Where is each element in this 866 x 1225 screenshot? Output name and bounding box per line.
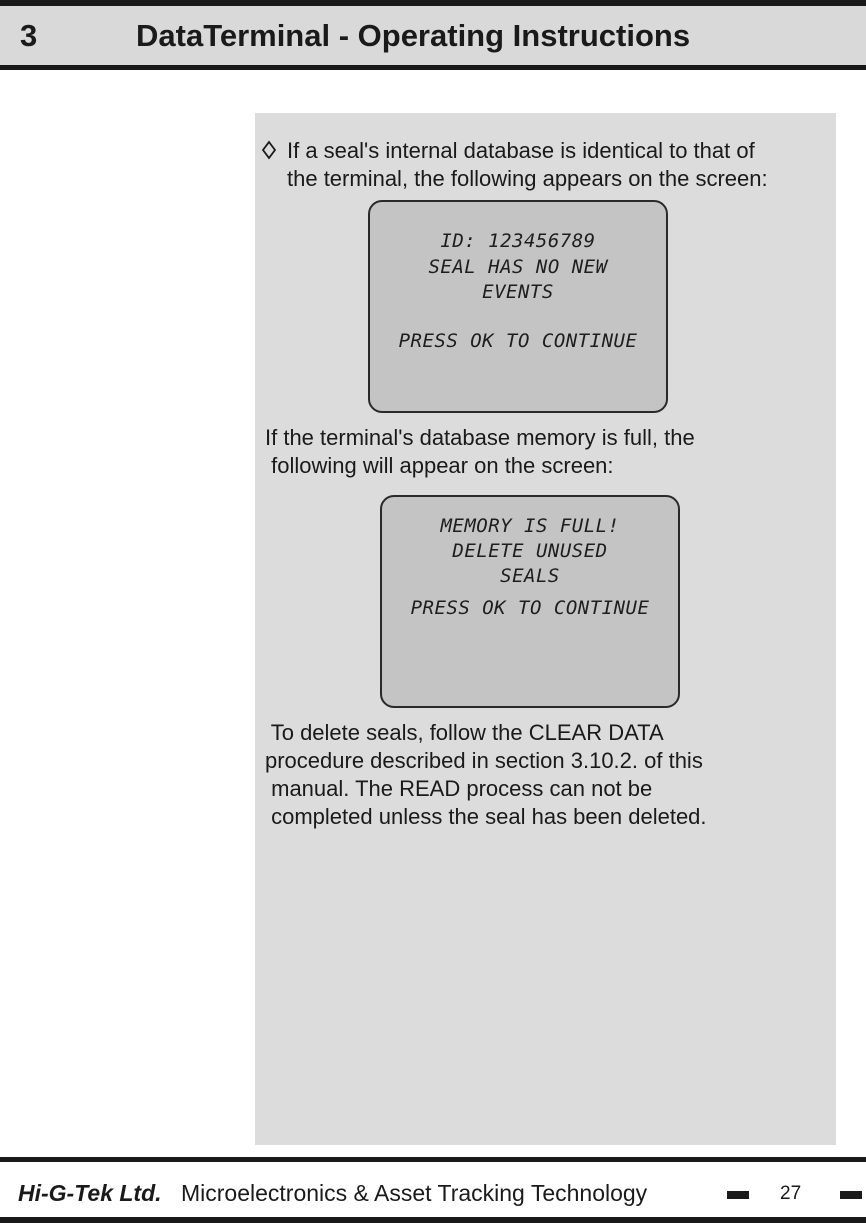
memory-full-text-line-1: If the terminal's database memory is full, the bbox=[265, 425, 695, 450]
footer-divider-top bbox=[0, 1157, 866, 1162]
lcd-screen-no-new-events bbox=[368, 200, 668, 413]
intro-text-line-1: If a seal's internal database is identical to that of bbox=[287, 138, 755, 163]
company-tagline: Microelectronics & Asset Tracking Technology bbox=[181, 1180, 648, 1206]
page-number-dash-left bbox=[727, 1191, 749, 1199]
lcd-id-line: ID: 123456789 bbox=[440, 230, 596, 252]
lcd-screen-memory-full bbox=[380, 495, 680, 708]
page-header bbox=[0, 0, 866, 70]
company-name: Hi-G-Tek Ltd. bbox=[18, 1180, 162, 1206]
delete-instructions-line-2: procedure described in section 3.10.2. of this bbox=[265, 748, 703, 773]
diamond-icon bbox=[259, 140, 279, 160]
lcd-status-line: SEAL HAS NO NEW bbox=[428, 256, 608, 278]
page-number: 27 bbox=[780, 1183, 802, 1204]
chapter-number: 3 bbox=[20, 18, 38, 53]
lcd-prompt-line: PRESS OK TO CONTINUE bbox=[398, 330, 638, 352]
lcd-status-line-2: EVENTS bbox=[482, 281, 554, 303]
delete-instructions-line-4: completed unless the seal has been deleted. bbox=[265, 804, 707, 829]
lcd-memory-line: MEMORY IS FULL! bbox=[440, 515, 620, 537]
page-title: DataTerminal - Operating Instructions bbox=[136, 18, 691, 53]
delete-instructions-line-3: manual. The READ process can not be bbox=[265, 776, 653, 801]
footer-divider-bottom bbox=[0, 1217, 866, 1223]
intro-text-line-2: the terminal, the following appears on the screen: bbox=[287, 166, 768, 191]
delete-instructions-line-1: To delete seals, follow the CLEAR DATA bbox=[265, 720, 664, 745]
lcd-delete-line: DELETE UNUSED bbox=[452, 540, 608, 562]
page-number-dash-right bbox=[840, 1191, 862, 1199]
memory-full-text-line-2: following will appear on the screen: bbox=[265, 453, 614, 478]
lcd-seals-line: SEALS bbox=[500, 565, 560, 587]
lcd-prompt-line: PRESS OK TO CONTINUE bbox=[410, 597, 650, 619]
